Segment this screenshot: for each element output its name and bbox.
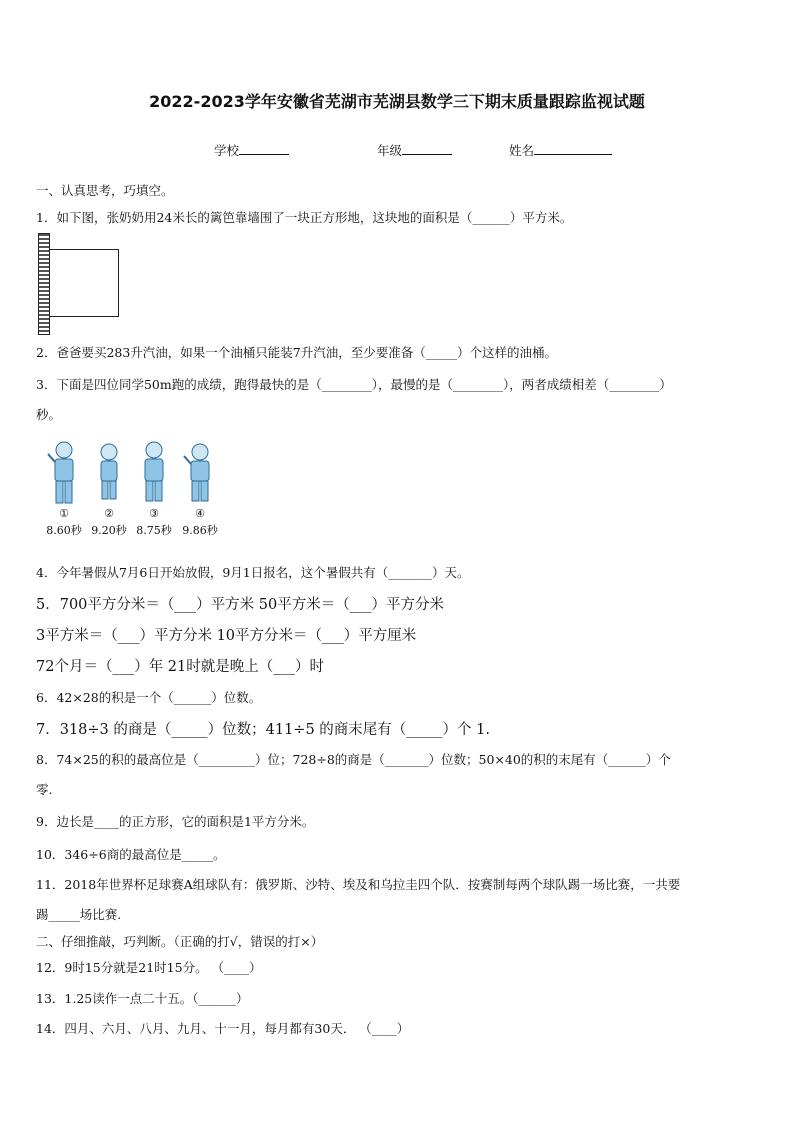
wall-figure xyxy=(38,233,50,335)
grade-field xyxy=(377,141,452,159)
question-6: 6．42×28的积是一个（______）位数。 xyxy=(36,690,262,705)
school-field xyxy=(214,141,289,159)
question-12: 12．9时15分就是21时15分。 （____） xyxy=(36,960,262,975)
runner-1-time: 8.60秒 xyxy=(46,524,82,537)
question-8-line-2: 零. xyxy=(36,782,53,797)
runner-2-time: 9.20秒 xyxy=(91,524,127,537)
runner-3-number: ③ xyxy=(149,507,159,520)
runner-2-number: ② xyxy=(104,507,114,520)
name-blank[interactable] xyxy=(534,142,612,155)
question-1: 1．如下图，张奶奶用24米长的篱笆靠墙围了一块正方形地，这块地的面积是（______）平方米。 xyxy=(36,210,573,225)
question-5-line-2: 3平方米＝（___）平方分米 10平方分米＝（___）平方厘米 xyxy=(36,628,417,644)
grade-label: 年级 xyxy=(377,143,403,158)
grade-blank[interactable] xyxy=(402,142,452,155)
runner-2-figure xyxy=(89,440,129,510)
page-title: 2022-2023学年安徽省芜湖市芜湖县数学三下期末质量跟踪监视试题 xyxy=(149,92,645,111)
name-label: 姓名 xyxy=(509,143,535,158)
question-9: 9．边长是____的正方形，它的面积是1平方分米。 xyxy=(36,814,315,829)
question-11-line-1: 11．2018年世界杯足球赛A组球队有：俄罗斯、沙特、埃及和乌拉圭四个队．按赛制每两个球队踢一场比赛，一共要 xyxy=(36,877,681,892)
question-5-line-3: 72个月＝（___）年 21时就是晚上（___）时 xyxy=(36,659,325,675)
question-4: 4．今年暑假从7月6日开始放假，9月1日报名，这个暑假共有（_______）天。 xyxy=(36,565,470,580)
question-10: 10．346÷6商的最高位是_____。 xyxy=(36,847,226,862)
question-13: 13．1.25读作一点二十五。（______） xyxy=(36,991,249,1006)
runner-1-figure xyxy=(44,440,84,510)
section-1-heading: 一、认真思考，巧填空。 xyxy=(36,183,174,198)
section-2-heading: 二、仔细推敲，巧判断。（正确的打√，错误的打×） xyxy=(36,934,324,949)
question-3-line-1: 3．下面是四位同学50m跑的成绩，跑得最快的是（________），最慢的是（________），两者成绩相差（________） xyxy=(36,377,672,392)
question-11-line-2: 踢_____场比赛. xyxy=(36,907,122,922)
question-3-line-2: 秒。 xyxy=(36,407,62,422)
question-14: 14．四月、六月、八月、九月、十一月，每月都有30天． （____） xyxy=(36,1021,410,1036)
name-field xyxy=(509,141,612,159)
question-5-line-1: 5．700平方分米＝（___）平方米 50平方米＝（___）平方分米 xyxy=(36,597,444,613)
runner-4-time: 9.86秒 xyxy=(182,524,218,537)
school-label: 学校 xyxy=(214,143,240,158)
question-2: 2．爸爸要买283升汽油，如果一个油桶只能装7升汽油，至少要准备（_____）个这样的油桶。 xyxy=(36,345,558,360)
runner-3-time: 8.75秒 xyxy=(136,524,172,537)
school-blank[interactable] xyxy=(239,142,289,155)
runner-1-number: ① xyxy=(59,507,69,520)
runner-4-figure xyxy=(180,440,220,510)
runner-3-figure xyxy=(134,440,174,510)
runner-4-number: ④ xyxy=(195,507,205,520)
square-fence-figure xyxy=(50,249,119,317)
question-8-line-1: 8．74×25的积的最高位是（_________）位；728÷8的商是（_______）位数；50×40的积的末尾有（______）个 xyxy=(36,752,671,767)
question-7: 7．318÷3 的商是（_____）位数；411÷5 的商末尾有（_____）个 1. xyxy=(36,722,490,738)
